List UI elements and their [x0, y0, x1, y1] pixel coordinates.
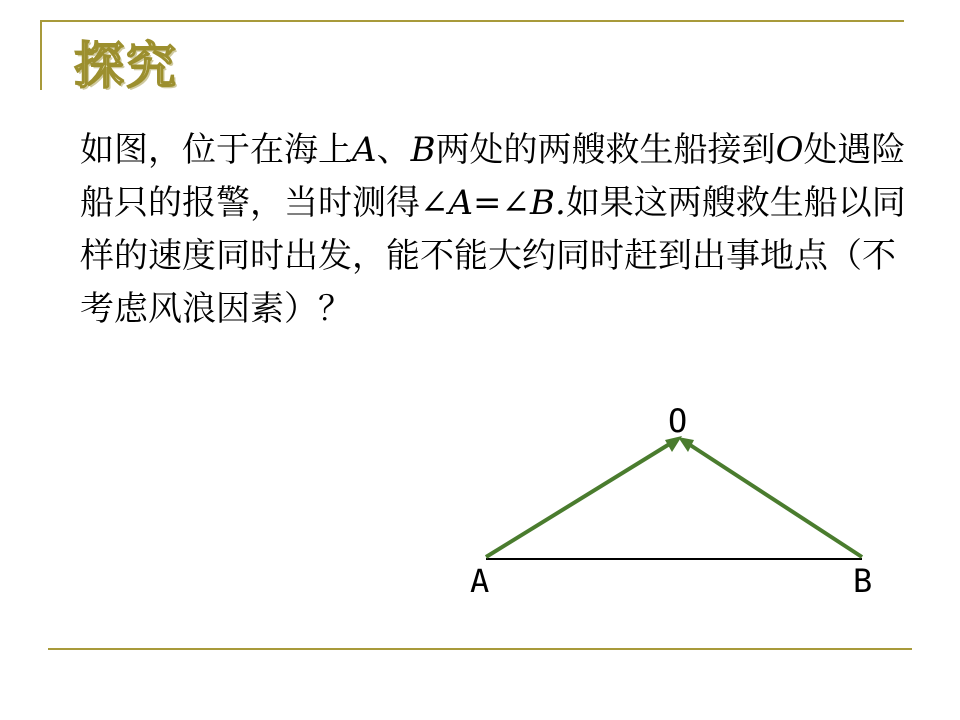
point-a-ref: A [352, 130, 377, 170]
label-a: A [470, 562, 490, 600]
bottom-divider [48, 648, 912, 650]
point-b-ref: B [410, 130, 436, 170]
arrow-b-to-o [684, 441, 862, 557]
slide-title: 探究 [74, 36, 178, 95]
text-part-1: 如图，位于在海上 [80, 130, 352, 170]
label-b: B [853, 562, 873, 600]
text-part-2: 、 [376, 130, 411, 170]
text-part-3: 两处的两艘救生船接到 [435, 130, 776, 170]
label-o: O [668, 402, 688, 440]
point-o-ref: O [775, 130, 804, 170]
text-part-5: 如果这两艘救生船以同样的速度同时出发，能不能大约同时赶到出事地点（不考虑风浪因素）？ [80, 183, 906, 329]
angle-equation: ∠A=∠B. [420, 183, 566, 223]
text-part-4: 处遇险船只的报警，当时测得 [80, 130, 906, 223]
arrow-a-to-o [486, 440, 676, 557]
